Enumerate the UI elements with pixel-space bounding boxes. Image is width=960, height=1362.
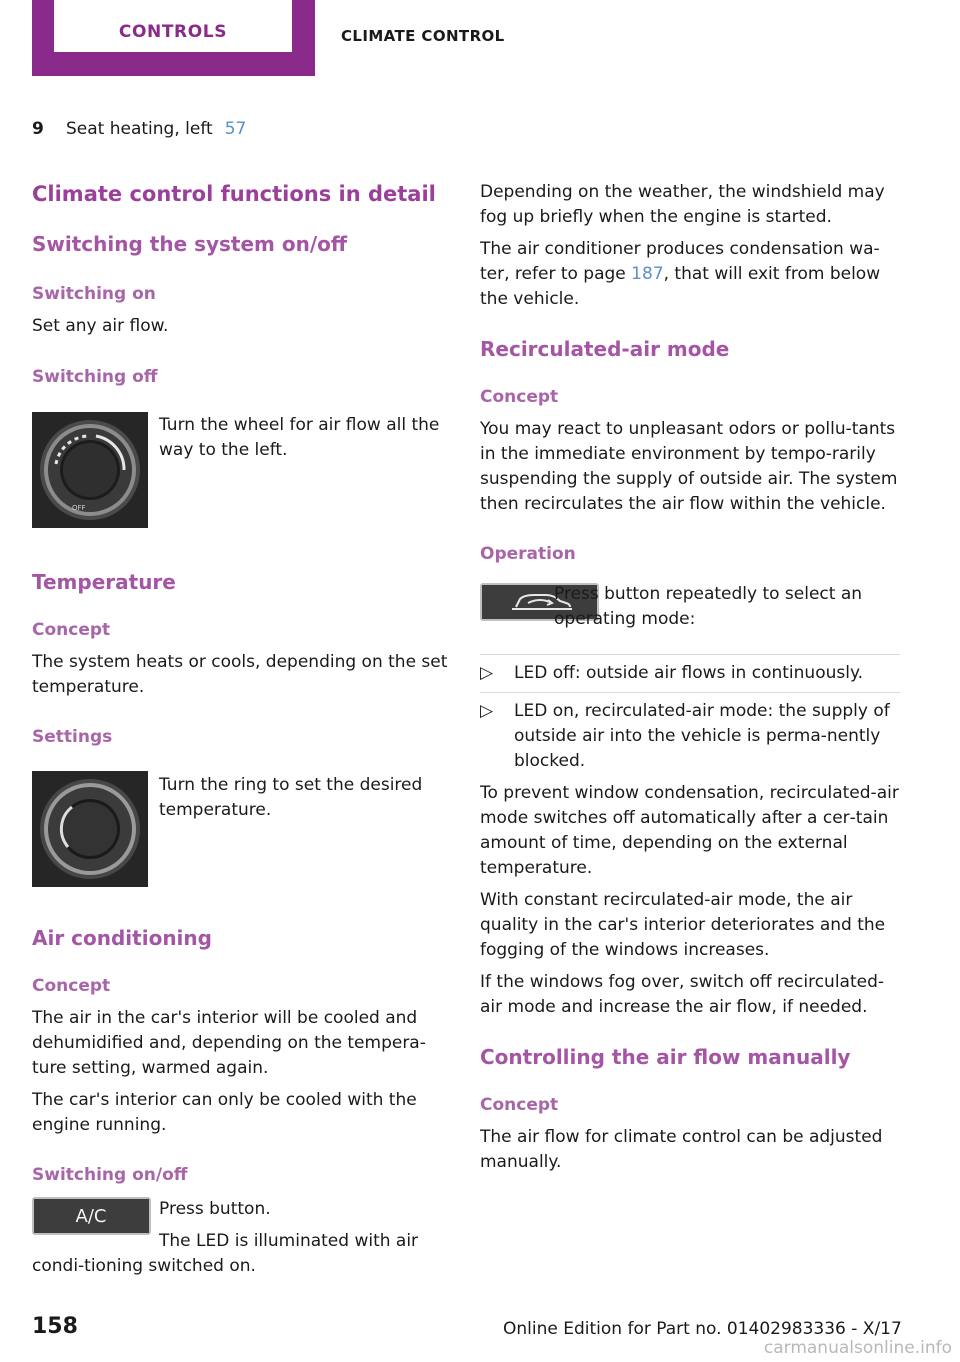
text-condensation-pre: The air conditioner produces condensation wa‐ter, refer to page — [480, 239, 880, 284]
recirc-button-block — [480, 574, 900, 646]
operating-mode-list — [480, 654, 900, 774]
heading-recirculated-air: Recirculated-air mode — [480, 337, 730, 361]
list-item — [480, 654, 900, 686]
text-ac-concept-1: The air in the car's interior will be cooled and dehumidified and, depending on the tempera‐ture setting, warmed again. — [32, 1008, 426, 1078]
air-flow-wheel-image — [32, 412, 148, 528]
heading-manual-concept: Concept — [480, 1095, 559, 1115]
ac-button-block — [32, 1195, 452, 1235]
text-ac-concept-2: The car's interior can only be cooled with the engine running. — [32, 1090, 417, 1135]
bullet-triangle-icon: ▷ — [480, 701, 494, 721]
heading-manual-air-flow: Controlling the air flow manually — [480, 1045, 851, 1069]
heading-operation: Operation — [480, 544, 576, 564]
switching-off-block — [32, 397, 452, 547]
bullet-triangle-icon: ▷ — [480, 663, 494, 683]
text-manual: The air flow for climate control can be adjusted manually. — [480, 1127, 883, 1172]
text-operation: Press button repeatedly to select an operating mode: — [554, 584, 863, 629]
text-constant-recirc: With constant recirculated-air mode, the air quality in the car's interior deteriorates and the fogging of the windows increases. — [480, 890, 886, 960]
temperature-ring-icon — [32, 771, 148, 887]
heading-temp-concept: Concept — [32, 620, 111, 640]
list-item — [480, 692, 900, 774]
bullet-text-led-off: LED off: outside air flows in continuously. — [514, 663, 863, 683]
tab-climate-control[interactable]: CLIMATE CONTROL — [341, 27, 505, 45]
text-fog-over: If the windows fog over, switch off recirculated-air mode and increase the air flow, if needed. — [480, 972, 885, 1017]
figure-legend — [32, 119, 246, 139]
text-settings: Turn the ring to set the desired temperature. — [159, 775, 423, 820]
text-condensation — [480, 237, 900, 312]
heading-functions-detail: Climate control functions in detail — [32, 182, 436, 206]
tab-controls-inner — [54, 0, 292, 52]
left-column — [32, 180, 452, 1279]
air-flow-wheel-icon — [32, 412, 148, 528]
heading-ac-concept: Concept — [32, 976, 111, 996]
legend-number: 9 — [32, 119, 44, 139]
tab-controls[interactable] — [32, 0, 315, 76]
tab-controls-label: CONTROLS — [118, 22, 228, 42]
bullet-text-led-on: LED on, recirculated-air mode: the supply of outside air into the vehicle is perma‐nently blocked. — [514, 701, 890, 771]
svg-text:A/C: A/C — [75, 1206, 107, 1227]
ac-button-image — [32, 1197, 151, 1235]
text-recirc-concept: You may react to unpleasant odors or pollu‐tants in the immediate environment by tempo‐rarily suspending the supply of outside air. The system then recirculates the air flow within the vehicle. — [480, 419, 898, 514]
heading-temperature: Temperature — [32, 570, 176, 594]
page-number: 158 — [32, 1314, 78, 1339]
page-link-187[interactable]: 187 — [631, 264, 664, 284]
heading-recirc-concept: Concept — [480, 387, 559, 407]
legend-text: Seat heating, left — [66, 119, 213, 139]
text-ac-led: The LED is illuminated with air condi‐tioning switched on. — [32, 1231, 419, 1276]
legend-page-link[interactable]: 57 — [224, 119, 247, 139]
ac-button-icon — [34, 1199, 149, 1233]
temperature-ring-image — [32, 771, 148, 887]
heading-settings: Settings — [32, 727, 113, 747]
text-switching-off: Turn the wheel for air flow all the way to the left. — [159, 415, 440, 460]
settings-block — [32, 757, 452, 902]
text-temp-concept: The system heats or cools, depending on the set temperature. — [32, 652, 448, 697]
right-column — [480, 180, 900, 1175]
heading-switching-system: Switching the system on/off — [32, 232, 348, 256]
heading-ac-switching: Switching on/off — [32, 1165, 188, 1185]
edition-note: Online Edition for Part no. 01402983336 - X/17 — [503, 1319, 902, 1339]
text-condensation-post: , that will exit from below the vehicle. — [480, 264, 881, 309]
svg-text:OFF: OFF — [72, 504, 86, 512]
text-ac-press: Press button. — [159, 1199, 271, 1219]
text-weather: Depending on the weather, the windshield may fog up briefly when the engine is started. — [480, 182, 885, 227]
text-switching-on: Set any air flow. — [32, 316, 169, 336]
heading-switching-off: Switching off — [32, 367, 158, 387]
heading-air-conditioning: Air conditioning — [32, 926, 212, 950]
text-prevent-condensation: To prevent window condensation, recirculated-air mode switches off automatically after a cer‐tain amount of time, depending on the external temperature. — [480, 783, 899, 878]
heading-switching-on: Switching on — [32, 284, 156, 304]
watermark: carmanualsonline.info — [763, 1338, 952, 1358]
